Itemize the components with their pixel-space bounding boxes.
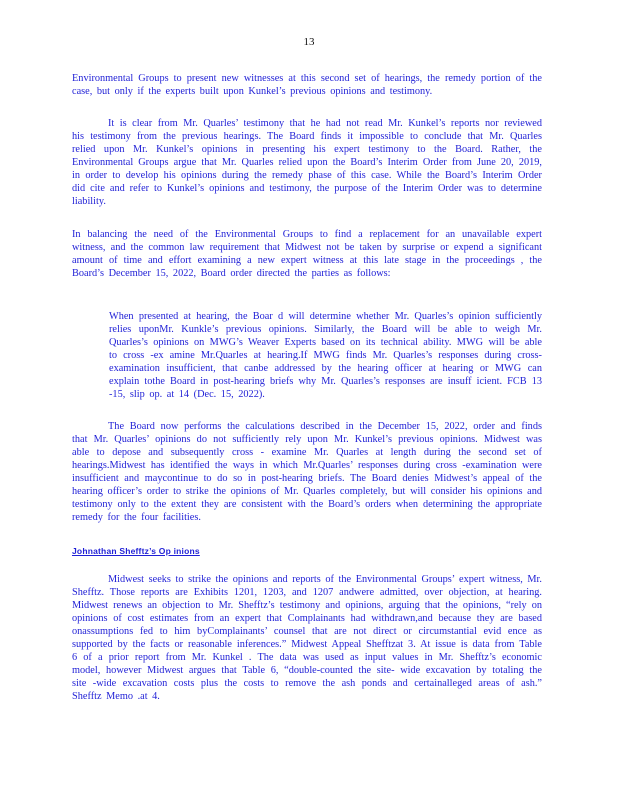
body-text-4 <box>72 310 542 401</box>
section-heading-shefftz: Johnathan Shefftz’s Op inions <box>72 546 200 556</box>
paragraph-board-calculations: The Board now performs the calculations described in the December 15, 2022, order and finds that Mr. Quarles’ opinions do not sufficiently rely upon Mr. Kunkel’s previous opinions. Midwest was able to depose and subsequently cross - examine Mr. Quarles at length during the second set of hearings.Midwest has identified the ways in which Mr.Quarles’ responses during cross -examination were insufficient and maycontinue to do so in post-hearing briefs. The Board denies Midwest’s appeal of the hearing officer’s order to strike the opinions of Mr. Quarles completely, but will consider his opinions and testimony only to the extent they are consistent with the Board’s orders when determining the appropriate remedy for the four facilities. <box>72 421 542 523</box>
page-number: 13 <box>303 36 315 48</box>
body-text-2 <box>72 117 542 208</box>
paragraph-quarles-testimony: It is clear from Mr. Quarles’ testimony that he had not read Mr. Kunkel’s reports nor reviewed his testimony from the previous hearings. The Board finds it impossible to conclude that Mr. Quarles relied upon Mr. Kunkel’s opinions in presenting his expert testimony to the Board. Rather, the Environmental Groups argue that Mr. Quarles relied upon the Board’s Interim Order from June 20, 2019, in order to develop his opinions during the remedy phase of this case. While the Board’s Interim Order did cite and refer to Kunkel’s opinions and testimony, the purpose of the Interim Order was to determine liability. <box>72 118 542 207</box>
body-text <box>72 72 542 98</box>
paragraph-shefftz-opinions: Midwest seeks to strike the opinions and reports of the Environmental Groups’ expert witness, Mr. Shefftz. Those reports are Exhibits 1201, 1203, and 1207 andwere admitted, over objection, at hearing. Midwest renews an objection to Mr. Shefftz’s testimony and opinions, arguing that the opinions, “rely on opinions of cost estimates from an expert that Complainants had withdrawn,and because they are based onassumptions fed to him byComplainants’ counsel that are not direct or circumstantial evid ence as supported by the facts or reasonable inferences.” Midwest Appeal Shefftzat 3. At issue is data from Table 6 of a prior report from Mr. Kunkel . The data was used as input values in Mr. Shefftz’s economic model, however Midwest argues that Table 6, “double-counted the site- wide excavation by totaling the site -wide excavation costs plus the costs to remove the ash ponds and certainalleged areas of ash.” Shefftz Memo .at 4. <box>72 574 542 702</box>
block-quote-board-order: When presented at hearing, the Boar d will determine whether Mr. Quarles’s opinion sufficiently relies uponMr. Kunkle’s previous opinions. Similarly, the Board will be able to weigh Mr. Quarles’s opinions on MWG’s Weaver Experts based on its technical ability. MWG will be able to cross -ex amine Mr.Quarles at hearing.If MWG finds Mr. Quarles’s responses during cross-examination insufficient, that canbe addressed by the hearing officer at hearing or MWG can explain tothe Board in post-hearing briefs why Mr. Quarles’s responses are insuff icient. FCB 13 -15, slip op. at 14 (Dec. 15, 2022). <box>109 311 542 400</box>
body-text-7 <box>72 573 542 703</box>
body-text-3 <box>72 228 542 280</box>
paragraph-continuation: Environmental Groups to present new witnesses at this second set of hearings, the remedy portion of the case, but only if the experts built upon Kunkel’s previous opinions and testimony. <box>72 73 542 97</box>
body-text-6 <box>72 545 542 558</box>
body-text-5 <box>72 420 542 524</box>
paragraph-balancing: In balancing the need of the Environmental Groups to find a replacement for an unavailable expert witness, and the common law requirement that Midwest not be taken by surprise or expend a significant amount of time and effort examining a new expert witness at this late stage in the proceedings , the Board’s December 15, 2022, Board order directed the parties as follows: <box>72 229 542 279</box>
